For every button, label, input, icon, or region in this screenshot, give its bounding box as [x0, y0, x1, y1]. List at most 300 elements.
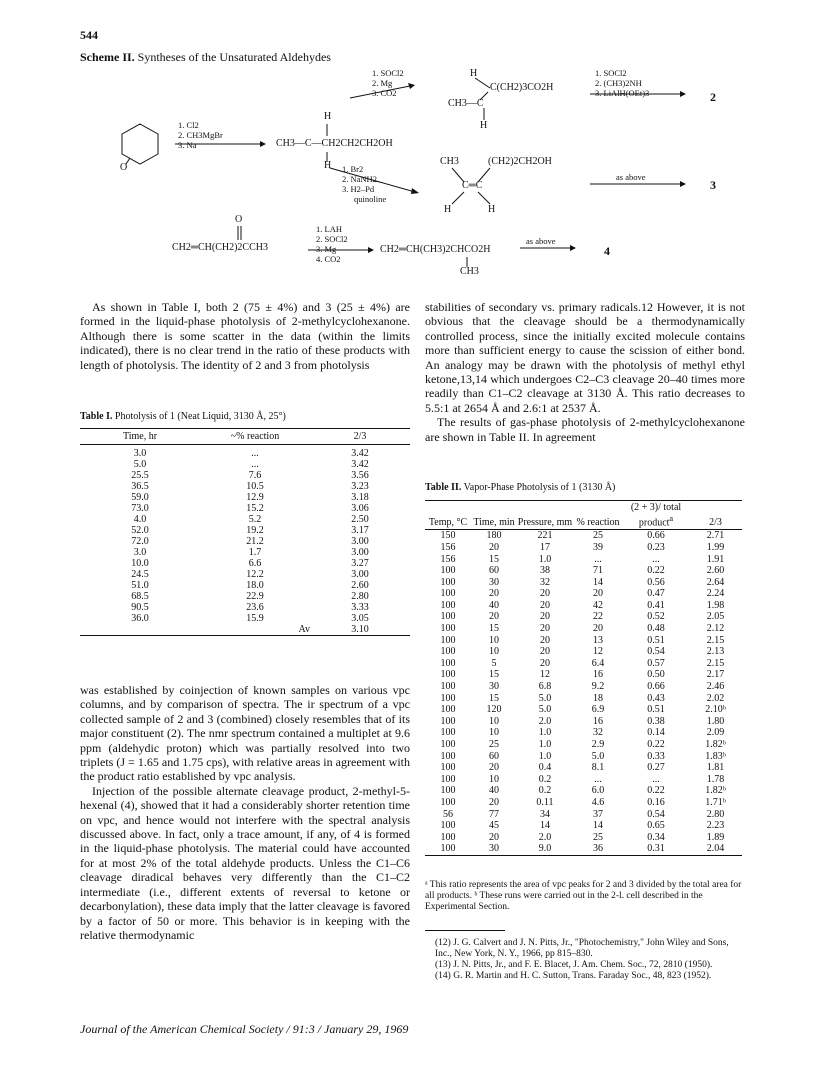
- t2-cell: 2.12: [706, 623, 725, 635]
- table-row: [80, 613, 410, 624]
- t2-cell: 20: [489, 611, 499, 623]
- t2-cell: 15: [489, 692, 499, 704]
- t2-cell: 0.22: [647, 739, 665, 751]
- t2-cell: 100: [440, 599, 456, 611]
- t2-cell: 2.80: [706, 808, 725, 820]
- table-2: [425, 500, 742, 856]
- t2-cell: 30: [489, 681, 499, 693]
- page-number: 544: [80, 28, 98, 42]
- reagents-top: 1. SOCl2 2. Mg 3. CO2: [372, 68, 404, 98]
- t2-cell: 2.09: [706, 727, 725, 739]
- t2-cell: 2.64: [706, 576, 725, 588]
- journal-footer: Journal of the American Chemical Society / 91:3 / January 29, 1969: [80, 1022, 409, 1036]
- t2-header-total: (2 + 3)/ total product$^a$: [623, 501, 689, 530]
- table-row: [425, 751, 742, 763]
- table-row: [425, 820, 742, 832]
- t2-cell: 100: [440, 634, 456, 646]
- arrowhead-as-above-2: [570, 245, 576, 251]
- t2-cell: 14: [540, 820, 550, 832]
- t2-cell: 2.15: [706, 634, 725, 646]
- t2-cell: 150: [440, 530, 456, 542]
- t2-cell: 100: [440, 646, 456, 658]
- cis-double-bond: C═C: [462, 180, 483, 191]
- table-row: [425, 554, 742, 566]
- acid-bottom-ch3: CH3: [460, 266, 479, 277]
- t1-cell: 15.9: [246, 613, 264, 624]
- t1-cell: 3.18: [351, 492, 369, 503]
- t2-cell: 0.51: [647, 704, 665, 716]
- t2-cell: 10: [489, 634, 499, 646]
- t1-cell: 59.0: [131, 492, 149, 503]
- t2-cell: 10: [489, 646, 499, 658]
- t2-cell: 6.8: [538, 681, 552, 693]
- t2-cell: 100: [440, 576, 456, 588]
- table-row: [80, 536, 410, 547]
- table-row: [425, 809, 742, 821]
- t2-cell: 0.65: [647, 820, 665, 832]
- t2-cell: 32: [593, 727, 603, 739]
- t1-cell: 51.0: [131, 580, 149, 591]
- cis-h-right: H: [488, 204, 496, 215]
- t2-cell: 100: [440, 681, 456, 693]
- t1-cell: 21.2: [246, 536, 264, 547]
- table-row: [80, 558, 410, 569]
- t2-cell: 60: [489, 750, 499, 762]
- t2-cell: 25: [593, 831, 603, 843]
- product-2: 2: [710, 90, 716, 104]
- t1-cell: 68.5: [131, 591, 149, 602]
- arrowhead-bottom: [368, 247, 374, 253]
- t2-cell: 15: [489, 553, 499, 565]
- t2-cell: 22: [593, 611, 603, 623]
- t1-cell: 3.17: [351, 525, 369, 536]
- t2-cell: 0.57: [647, 657, 665, 669]
- t2-cell: 40: [489, 599, 499, 611]
- t1-cell: 1.7: [248, 547, 262, 558]
- table-row: [80, 514, 410, 525]
- t2-cell: 20: [489, 541, 499, 553]
- t2-cell: 2.46: [706, 681, 725, 693]
- t2-cell: 20: [540, 623, 550, 635]
- t2-cell: 100: [440, 750, 456, 762]
- arrowhead-middle: [411, 188, 419, 194]
- table-row: [80, 569, 410, 580]
- t2-cell: 1.80: [706, 715, 725, 727]
- scheme-label: Scheme II.: [80, 50, 135, 64]
- table-row: [425, 635, 742, 647]
- t2-cell: 2.13: [706, 646, 725, 658]
- t2-cell: 221: [537, 530, 553, 542]
- t2-cell: 100: [440, 565, 456, 577]
- t2-cell: 0.33: [647, 750, 665, 762]
- as-above-label-1: as above: [616, 172, 646, 182]
- t2-cell: 2.0: [538, 715, 552, 727]
- t2-cell: 20: [540, 611, 550, 623]
- t1-cell: 3.56: [351, 470, 369, 481]
- t1-cell: ...: [251, 448, 259, 459]
- t2-cell: 2.9: [591, 739, 605, 751]
- t1-cell: 36.0: [131, 613, 149, 624]
- t1-cell: 2.50: [351, 514, 369, 525]
- bond-cis-4: [478, 192, 490, 204]
- t1-cell: 2.80: [351, 591, 369, 602]
- t2-cell: 20: [593, 623, 603, 635]
- table-row: [425, 542, 742, 554]
- t2-cell: 2.24: [706, 588, 725, 600]
- t2-cell: 20: [540, 657, 550, 669]
- intermediate-a: CH3—C—CH2CH2CH2OH: [276, 138, 393, 149]
- t1-cell: 3.00: [351, 536, 369, 547]
- table-row: [425, 611, 742, 623]
- t2-cell: 56: [443, 808, 453, 820]
- reagents-bottom: 1. LAH 2. SOCl2 3. Mg 4. CO2: [316, 224, 348, 264]
- table-1: [80, 428, 410, 636]
- t2-cell: 100: [440, 762, 456, 774]
- t2-cell: 1.78: [706, 773, 725, 785]
- t2-cell: 100: [440, 611, 456, 623]
- acid-bottom: CH2═CH(CH3)2CHCO2H: [380, 244, 491, 255]
- t2-cell: 0.66: [647, 530, 665, 542]
- arrowhead-as-above-1: [680, 181, 686, 187]
- t2-cell: 0.48: [647, 623, 665, 635]
- cis-h-left: H: [444, 204, 452, 215]
- t2-cell: ...: [594, 773, 602, 785]
- scheme-title: [80, 50, 331, 65]
- table-row: [425, 530, 742, 542]
- t1-cell: 15.2: [246, 503, 264, 514]
- t1-cell: 3.42: [351, 459, 369, 470]
- table-row: [80, 525, 410, 536]
- t2-cell: 16: [593, 715, 603, 727]
- t1-cell: 10.5: [246, 481, 264, 492]
- t1-header-ratio: 2/3: [310, 429, 410, 445]
- t1-cell: 3.00: [351, 547, 369, 558]
- table-row: [80, 445, 410, 460]
- scheme-drawing: [80, 64, 760, 294]
- t2-cell: 10: [489, 727, 499, 739]
- table-row: [425, 658, 742, 670]
- bond-acid-h: [475, 78, 490, 88]
- arrowhead-start: [260, 141, 266, 147]
- t2-cell: 2.04: [689, 843, 742, 855]
- t1-cell: 5.0: [133, 459, 147, 470]
- t2-cell: 156: [440, 541, 456, 553]
- t1-cell: 3.0: [133, 448, 147, 459]
- table2-caption: Table II. Vapor-Phase Photolysis of 1 (3130 Å): [425, 482, 616, 493]
- t2-cell: 0.11: [536, 796, 554, 808]
- t1-cell: 10.0: [131, 558, 149, 569]
- table-row: [80, 459, 410, 470]
- table-row: [425, 716, 742, 728]
- t2-cell: 5: [491, 657, 497, 669]
- t2-cell: 0.54: [647, 808, 665, 820]
- t1-cell: 36.5: [131, 481, 149, 492]
- t2-cell: 34: [540, 808, 550, 820]
- t2-cell: 1.0: [538, 750, 552, 762]
- t2-cell: 40: [489, 785, 499, 797]
- t2-cell: 2.23: [706, 820, 725, 832]
- table-row: [80, 492, 410, 503]
- t2-cell: 1.0: [538, 727, 552, 739]
- t2-cell: 8.1: [591, 762, 605, 774]
- t2-cell: 0.51: [647, 634, 665, 646]
- t1-cell: 12.2: [246, 569, 264, 580]
- t2-cell: 1.83ᵇ: [705, 750, 726, 762]
- t2-cell: 20: [489, 762, 499, 774]
- t1-cell: 3.05: [351, 613, 369, 624]
- table-row: [425, 704, 742, 716]
- t2-cell: 2.10ᵇ: [705, 704, 726, 716]
- table-row: [425, 588, 742, 600]
- t2-cell: 0.31: [623, 843, 689, 855]
- arrowhead-top: [408, 83, 415, 89]
- t1-cell: 3.27: [351, 558, 369, 569]
- t2-cell: 2.15: [706, 657, 725, 669]
- t1-cell: 4.0: [133, 514, 147, 525]
- h-bottom: H: [324, 160, 332, 171]
- table2-footnote: ᵃ This ratio represents the area of vpc peaks for 2 and 3 divided by the total area for all products. ᵇ These runs were carried out in the 2-l. cell described in the Experimental Section.: [425, 880, 742, 912]
- table-row: [80, 547, 410, 558]
- t2-cell: 37: [593, 808, 603, 820]
- t2-cell: 100: [440, 623, 456, 635]
- table-row: [80, 580, 410, 591]
- t2-cell: 100: [440, 669, 456, 681]
- t2-cell: 6.9: [591, 704, 605, 716]
- reference-12: (12) J. G. Calvert and J. N. Pitts, Jr., "Photochemistry," John Wiley and Sons, Inc., New York, N. Y., 1966, pp 815–830.: [435, 938, 729, 959]
- t2-cell: 0.66: [647, 681, 665, 693]
- table-row: [425, 843, 742, 855]
- t2-cell: 0.52: [647, 611, 665, 623]
- table-row: [425, 646, 742, 658]
- t2-cell: 20: [489, 796, 499, 808]
- t1-header-reaction: ~% reaction: [200, 429, 310, 445]
- t2-cell: 20: [540, 646, 550, 658]
- reference-13: (13) J. N. Pitts, Jr., and F. E. Blacet, J. Am. Chem. Soc., 72, 2810 (1950).: [435, 960, 713, 970]
- t1-cell: 3.06: [351, 503, 369, 514]
- t2-cell: 20: [489, 831, 499, 843]
- t2-cell: 20: [540, 599, 550, 611]
- t2-cell: 32: [540, 576, 550, 588]
- t1-avg-value: 3.10: [310, 624, 410, 636]
- t2-cell: 38: [540, 565, 550, 577]
- t1-cell: 3.00: [351, 569, 369, 580]
- arrowhead-right-top: [680, 91, 686, 97]
- synthesis-scheme: [80, 64, 760, 294]
- col1-body: was established by coinjection of known samples on various vpc columns, and by comparison of spectra. The ir spectrum of a vpc collected sample of 2 and 3 (combined) closely resembles that of its major constituent (2). The nmr spectrum contained a multiplet at 9.6 ppm (aldehydic proton) which was partially resolved into two triplets (J = 1.65 and 1.75 cps), with relative areas in agreement with the product ratio established by vpc analysis. Injection of the possible alternate cleavage product, 2-methyl-5-hexenal (4), showed that it had a considerably shorter retention time on vpc, and hence would not interfere with the spectral analysis discussed above. In fact, only a trace amount, if any, of 4 is formed in the liquid-phase photolysis. The material could have accounted for at most 2% of the total aldehyde products. Unless the C1–C6 cleavage diradical behaves very differently than the C1–C2 intermediate (i.e., different extents of reversal to ketone or decarbonylation), these data imply that the latter cleavage is favored by a factor of 50 or more. This behavior is in keeping with the relative thermodynamic: [80, 683, 410, 942]
- t2-cell: 6.4: [591, 657, 605, 669]
- t2-cell: 100: [440, 796, 456, 808]
- t2-cell: 14: [593, 576, 603, 588]
- t2-cell: 17: [540, 541, 550, 553]
- t2-cell: 1.81: [706, 762, 725, 774]
- t1-cell: 25.5: [131, 470, 149, 481]
- t2-cell: 14: [593, 820, 603, 832]
- t2-header-pressure: Pressure, mm: [517, 501, 573, 530]
- t2-cell: 0.34: [647, 831, 665, 843]
- reagents-start: 1. Cl2 2. CH3MgBr 3. Na: [178, 120, 223, 150]
- t2-cell: 15: [489, 623, 499, 635]
- t2-cell: 0.56: [647, 576, 665, 588]
- t2-cell: 30: [471, 843, 517, 855]
- t2-cell: 0.16: [647, 796, 665, 808]
- t2-cell: 0.23: [647, 541, 665, 553]
- t2-cell: 2.17: [706, 669, 725, 681]
- t1-cell: ...: [251, 459, 259, 470]
- t1-cell: 2.60: [351, 580, 369, 591]
- acid-top: C(CH2)3CO2H: [490, 82, 554, 93]
- col1-para1: As shown in Table I, both 2 (75 ± 4%) and 3 (25 ± 4%) are formed in the liquid-phase photolysis of 2-methylcyclohexanone. Although there is some scatter in the data (within the limits indicated), there is no clear trend in the ratio of these products with length of photolysis. The identity of 2 and 3 from photolysis: [80, 300, 410, 372]
- table-row: [80, 481, 410, 492]
- t2-cell: 20: [540, 634, 550, 646]
- t2-cell: 1.71ᵇ: [705, 796, 726, 808]
- t1-cell: 73.0: [131, 503, 149, 514]
- t2-cell: 100: [440, 727, 456, 739]
- t2-cell: 12: [540, 669, 550, 681]
- t2-cell: 1.82ᵇ: [705, 739, 726, 751]
- t2-cell: 156: [440, 553, 456, 565]
- table-row: [425, 693, 742, 705]
- t2-cell: 100: [440, 657, 456, 669]
- t2-cell: 100: [425, 843, 471, 855]
- t2-cell: 2.02: [706, 692, 725, 704]
- t1-avg-label: Av: [200, 624, 310, 636]
- t2-cell: 1.91: [706, 553, 725, 565]
- t2-cell: 45: [489, 820, 499, 832]
- t1-cell: 22.9: [246, 591, 264, 602]
- t2-cell: 0.41: [647, 599, 665, 611]
- t2-cell: ...: [652, 773, 660, 785]
- t2-cell: 100: [440, 739, 456, 751]
- t1-cell: 90.5: [131, 602, 149, 613]
- ketone-oxygen: O: [120, 162, 128, 173]
- h-top: H: [324, 111, 332, 122]
- table-row: [425, 727, 742, 739]
- t2-cell: 2.71: [706, 530, 725, 542]
- ketone-o: O: [235, 214, 243, 225]
- t2-cell: 2.60: [706, 565, 725, 577]
- table-row: [425, 774, 742, 786]
- cis-chain: (CH2)2CH2OH: [488, 156, 552, 167]
- table-row: [425, 797, 742, 809]
- h-acid-bottom: H: [480, 120, 488, 131]
- table-row: [425, 681, 742, 693]
- reagents-right-top: 1. SOCl2 2. (CH3)2NH 3. LiAlH(OEt)3: [595, 68, 650, 98]
- t2-cell: 120: [486, 704, 502, 716]
- t2-cell: 6.0: [591, 785, 605, 797]
- table-row: [425, 600, 742, 612]
- t1-cell: 52.0: [131, 525, 149, 536]
- t2-cell: 15: [489, 669, 499, 681]
- t2-cell: 0.22: [647, 565, 665, 577]
- h-acid: H: [470, 68, 478, 79]
- t2-cell: 180: [486, 530, 502, 542]
- t2-cell: 0.22: [647, 785, 665, 797]
- t2-cell: 30: [489, 576, 499, 588]
- cyclohexanone-ring: [122, 124, 158, 164]
- t2-cell: 42: [593, 599, 603, 611]
- t2-cell: 100: [440, 831, 456, 843]
- t2-cell: 1.82ᵇ: [705, 785, 726, 797]
- t2-cell: 2.05: [706, 611, 725, 623]
- t1-cell: 23.6: [246, 602, 264, 613]
- ketone: CH2═CH(CH2)2CCH3: [172, 242, 268, 253]
- col2-body: stabilities of secondary vs. primary radicals.12 However, it is not obvious that the cleavage should be a thermodynamically controlled process, since the initially excited molecule contains more than sufficient energy to cause the scission of either bond. An analogy may be drawn with the photolysis of methyl ethyl ketone,13,14 which undergoes C2–C3 cleavage 20–40 times more readily than C1–C2 cleavage at 3130 Å. This ratio decreases to 5.5:1 at 2654 Å and 2.6:1 at 2537 Å. The results of gas-phase photolysis of 2-methylcyclohexanone are shown in Table II. In agreement: [425, 300, 745, 444]
- t2-cell: 20: [593, 588, 603, 600]
- reagents-middle: 1. Br2 2. NaNH2 3. H2–Pd quinoline: [342, 164, 387, 204]
- t2-cell: 25: [489, 739, 499, 751]
- t2-cell: 0.14: [647, 727, 665, 739]
- t1-header-time: Time, hr: [80, 429, 200, 445]
- t1-cell: 6.6: [248, 558, 262, 569]
- t2-cell: 0.54: [647, 646, 665, 658]
- t2-header-ratio: 2/3: [689, 501, 742, 530]
- table-row: [425, 623, 742, 635]
- cis-ch3: CH3: [440, 156, 459, 167]
- t2-cell: 0.2: [538, 773, 552, 785]
- t2-cell: 0.2: [538, 785, 552, 797]
- t2-cell: 25: [593, 530, 603, 542]
- t2-cell: 0.50: [647, 669, 665, 681]
- t2-cell: 100: [440, 785, 456, 797]
- t2-cell: 10: [489, 773, 499, 785]
- bond-cis-3: [452, 192, 464, 204]
- table1-caption: Table I. Photolysis of 1 (Neat Liquid, 3130 Å, 25°): [80, 411, 286, 422]
- t1-cell: 3.0: [133, 547, 147, 558]
- t2-cell: 5.0: [591, 750, 605, 762]
- t1-cell: 3.33: [351, 602, 369, 613]
- t2-cell: 100: [440, 692, 456, 704]
- t2-cell: 5.0: [538, 704, 552, 716]
- t2-header-reaction: % reaction: [573, 501, 623, 530]
- t2-cell: 16: [593, 669, 603, 681]
- table-row: [80, 591, 410, 602]
- table-row: [425, 739, 742, 751]
- t2-cell: 100: [440, 773, 456, 785]
- t2-cell: 4.6: [591, 796, 605, 808]
- table-row: [425, 785, 742, 797]
- t2-cell: 1.0: [538, 553, 552, 565]
- product-4: 4: [604, 244, 610, 258]
- t1-cell: 5.2: [248, 514, 262, 525]
- table-row: [425, 565, 742, 577]
- table-row: [425, 762, 742, 774]
- t2-cell: ...: [652, 553, 660, 565]
- references: [425, 938, 745, 982]
- t2-cell: 39: [593, 541, 603, 553]
- t2-cell: 13: [593, 634, 603, 646]
- t1-cell: 18.0: [246, 580, 264, 591]
- t2-cell: 20: [540, 588, 550, 600]
- t2-header-temp: Temp, °C: [425, 501, 471, 530]
- t1-cell: 24.5: [131, 569, 149, 580]
- t1-cell: 72.0: [131, 536, 149, 547]
- t2-cell: 5.0: [538, 692, 552, 704]
- t1-cell: 3.23: [351, 481, 369, 492]
- t2-cell: 36: [573, 843, 623, 855]
- t2-cell: 12: [593, 646, 603, 658]
- table-row: [80, 602, 410, 613]
- as-above-label-2: as above: [526, 236, 556, 246]
- t2-cell: 20: [489, 588, 499, 600]
- reference-14: (14) G. R. Martin and H. C. Sutton, Trans. Faraday Soc., 48, 823 (1952).: [435, 971, 712, 981]
- t2-cell: 0.4: [538, 762, 552, 774]
- t2-cell: 1.99: [706, 541, 725, 553]
- table-row: [425, 577, 742, 589]
- table-row: [425, 669, 742, 681]
- t2-cell: 2.0: [538, 831, 552, 843]
- t2-cell: 1.89: [706, 831, 725, 843]
- t2-cell: 0.47: [647, 588, 665, 600]
